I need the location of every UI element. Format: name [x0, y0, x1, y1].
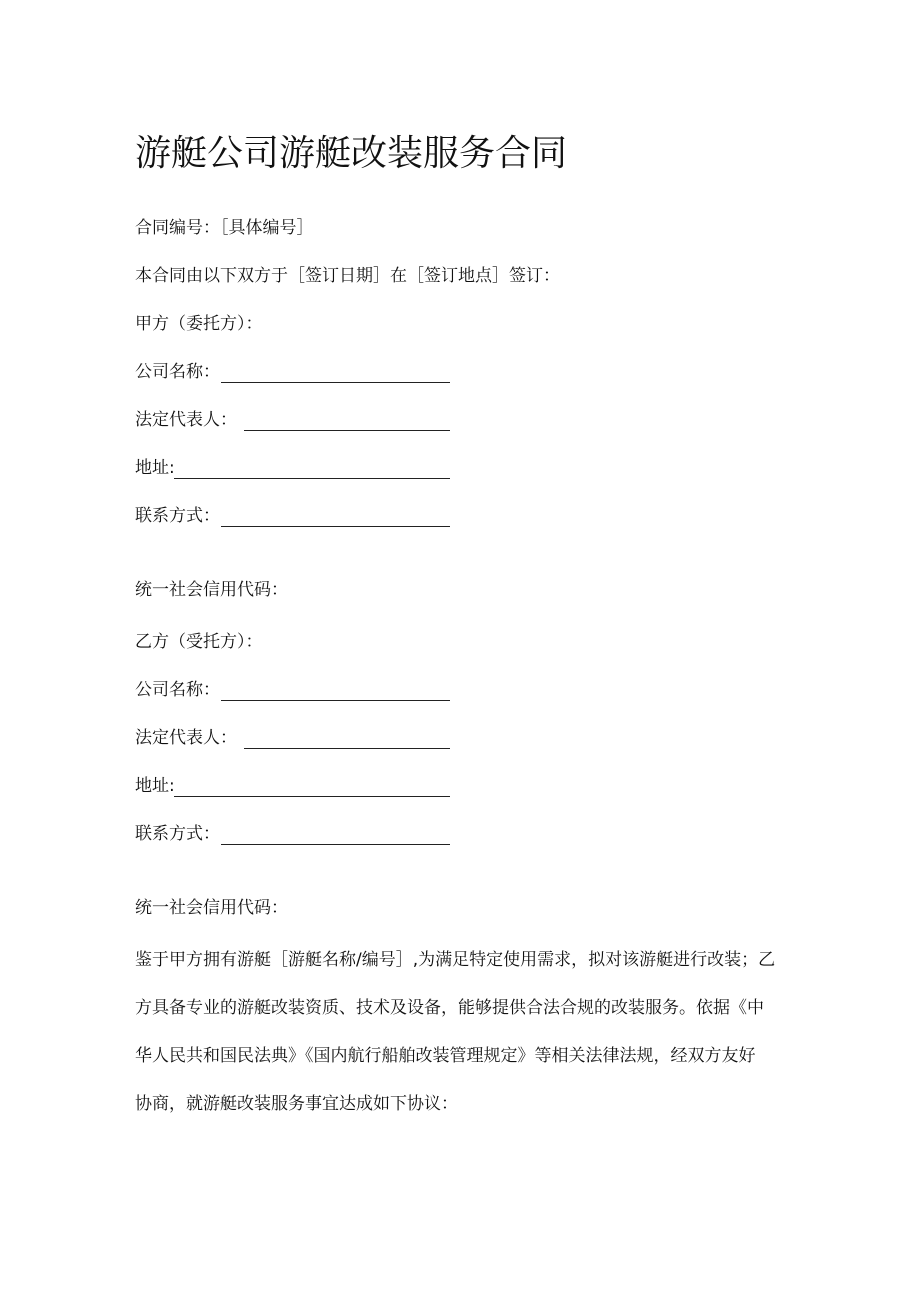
party-a-company-name-label: 公司名称： [135, 362, 220, 382]
preamble-line: 鉴于甲方拥有游艇［游艇名称/编号］,为满足特定使用需求，拟对该游艇进行改装；乙 [135, 950, 776, 970]
party-a-address-label: 地址: [135, 458, 175, 478]
party-b-credit-code-label: 统一社会信用代码： [135, 898, 288, 918]
party-a-address-field[interactable] [135, 456, 450, 480]
party-a-heading: 甲方（委托方）： [135, 314, 263, 334]
signing-statement: 本合同由以下双方于［签订日期］在［签订地点］签订： [135, 266, 560, 286]
party-b-contact-blank [221, 844, 450, 845]
party-b-address-blank [174, 796, 450, 797]
party-b-legal-rep-label: 法定代表人： [135, 728, 237, 748]
party-a-legal-rep-blank [244, 430, 450, 431]
preamble-line: 华人民共和国民法典》《国内航行船舶改装管理规定》等相关法律法规，经双方友好 [135, 1046, 756, 1066]
party-b-address-label: 地址: [135, 776, 175, 796]
party-b-legal-rep-blank [244, 748, 450, 749]
party-b-heading: 乙方（受托方）： [135, 632, 263, 652]
party-b-contact-label: 联系方式： [135, 824, 220, 844]
party-a-address-blank [174, 478, 450, 479]
party-b-company-name-field[interactable] [135, 678, 450, 702]
preamble-line: 方具备专业的游艇改装资质、技术及设备，能够提供合法合规的改装服务。依据《中 [135, 998, 764, 1018]
party-a-company-name-field[interactable] [135, 360, 450, 384]
party-b-address-field[interactable] [135, 774, 450, 798]
party-b-company-name-blank [221, 700, 450, 701]
contract-number: 合同编号：［具体编号］ [135, 218, 314, 238]
party-a-contact-label: 联系方式： [135, 506, 220, 526]
party-b-contact-field[interactable] [135, 822, 450, 846]
party-a-credit-code-label: 统一社会信用代码： [135, 580, 288, 600]
preamble-line: 协商，就游艇改装服务事宜达成如下协议： [135, 1094, 458, 1114]
party-b-legal-rep-field[interactable] [135, 726, 450, 750]
party-a-legal-rep-field[interactable] [135, 408, 450, 432]
document-title: 游艇公司游艇改装服务合同 [135, 133, 568, 174]
party-b-company-name-label: 公司名称： [135, 680, 220, 700]
party-a-legal-rep-label: 法定代表人： [135, 410, 237, 430]
party-a-contact-blank [221, 526, 450, 527]
party-a-contact-field[interactable] [135, 504, 450, 528]
party-a-company-name-blank [221, 382, 450, 383]
